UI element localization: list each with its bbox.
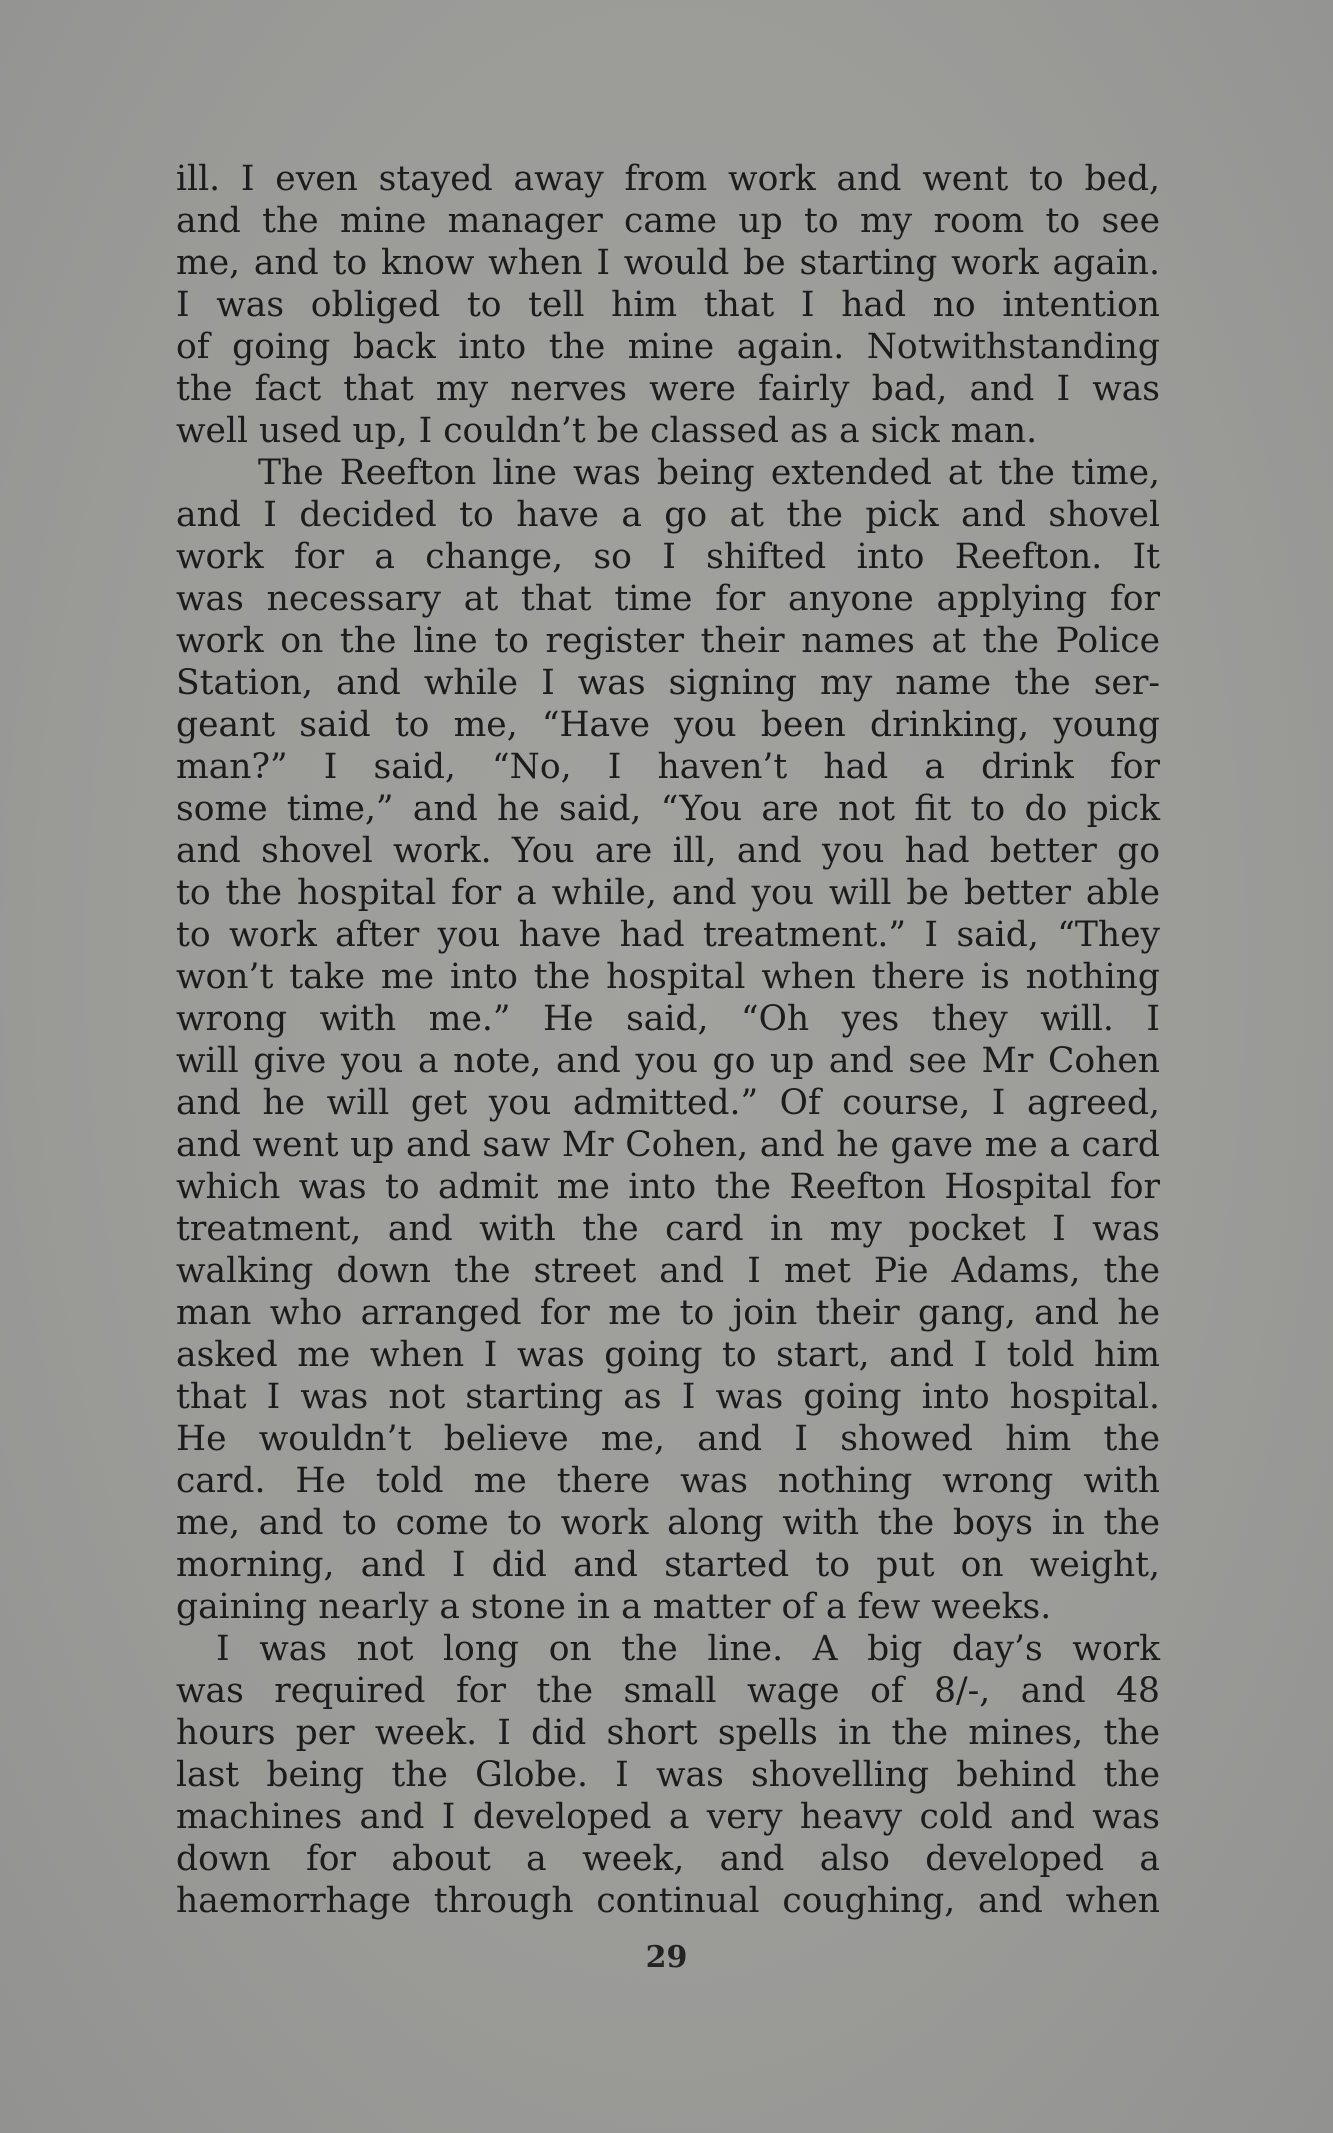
page-number: 29 <box>645 1940 688 1975</box>
text-line: me, and to know when I would be starting work again. <box>176 243 1160 283</box>
text-line: man who arranged for me to join their gang, and he <box>176 1293 1160 1333</box>
text-line: last being the Globe. I was shovelling behind the <box>176 1755 1160 1795</box>
text-line: won’t take me into the hospital when there is nothing <box>176 957 1160 997</box>
paragraph-1 <box>176 158 1160 452</box>
text-line: to the hospital for a while, and you will be better able <box>176 873 1160 913</box>
text-line: work for a change, so I shifted into Reefton. It <box>176 537 1160 577</box>
text-line: haemorrhage through continual coughing, and when <box>176 1881 1160 1921</box>
text-line: geant said to me, “Have you been drinking, young <box>176 705 1160 745</box>
text-line: down for about a week, and also developed a <box>176 1839 1160 1879</box>
text-line: the fact that my nerves were fairly bad, and I was <box>176 369 1160 409</box>
text-line: and went up and saw Mr Cohen, and he gave me a card <box>176 1125 1160 1165</box>
text-line: gaining nearly a stone in a matter of a few weeks. <box>176 1587 1052 1627</box>
text-line: and he will get you admitted.” Of course, I agreed, <box>176 1083 1160 1123</box>
text-line: some time,” and he said, “You are not fit to do pick <box>176 789 1160 829</box>
text-line: of going back into the mine again. Notwithstanding <box>176 327 1160 367</box>
paragraph-2 <box>176 452 1160 1628</box>
text-line: asked me when I was going to start, and I told him <box>176 1335 1160 1375</box>
text-line: that I was not starting as I was going into hospital. <box>176 1377 1160 1417</box>
text-line: which was to admit me into the Reefton Hospital for <box>176 1167 1160 1207</box>
text-line: and I decided to have a go at the pick and shovel <box>176 495 1160 535</box>
text-line: wrong with me.” He said, “Oh yes they will. I <box>176 999 1160 1039</box>
text-line: ill. I even stayed away from work and went to bed, <box>176 159 1160 199</box>
text-line: will give you a note, and you go up and see Mr Cohen <box>176 1041 1160 1081</box>
text-line: was required for the small wage of 8/-, and 48 <box>176 1671 1160 1711</box>
text-line: card. He told me there was nothing wrong with <box>176 1461 1160 1501</box>
text-line: walking down the street and I met Pie Adams, the <box>176 1251 1160 1291</box>
text-line: to work after you have had treatment.” I said, “They <box>176 915 1160 955</box>
text-line: machines and I developed a very heavy cold and was <box>176 1797 1160 1837</box>
text-line: I was not long on the line. A big day’s work <box>216 1629 1160 1669</box>
text-line: treatment, and with the card in my pocket I was <box>176 1209 1160 1249</box>
text-line: was necessary at that time for anyone applying for <box>176 579 1160 619</box>
text-line: and shovel work. You are ill, and you had better go <box>176 831 1160 871</box>
body-text <box>176 158 1160 1922</box>
text-line: The Reefton line was being extended at the time, <box>258 453 1160 493</box>
text-line: and the mine manager came up to my room to see <box>176 201 1160 241</box>
text-line: He wouldn’t believe me, and I showed him the <box>176 1419 1160 1459</box>
paragraph-3 <box>176 1628 1160 1922</box>
text-line: well used up, I couldn’t be classed as a sick man. <box>176 411 1038 451</box>
text-line: morning, and I did and started to put on weight, <box>176 1545 1160 1585</box>
text-line: me, and to come to work along with the boys in the <box>176 1503 1160 1543</box>
text-line: work on the line to register their names at the Police <box>176 621 1160 661</box>
text-line: man?” I said, “No, I haven’t had a drink for <box>176 747 1160 787</box>
text-line: hours per week. I did short spells in the mines, the <box>176 1713 1160 1753</box>
text-line: I was obliged to tell him that I had no intention <box>176 285 1160 325</box>
text-line: Station, and while I was signing my name the ser- <box>176 663 1160 703</box>
